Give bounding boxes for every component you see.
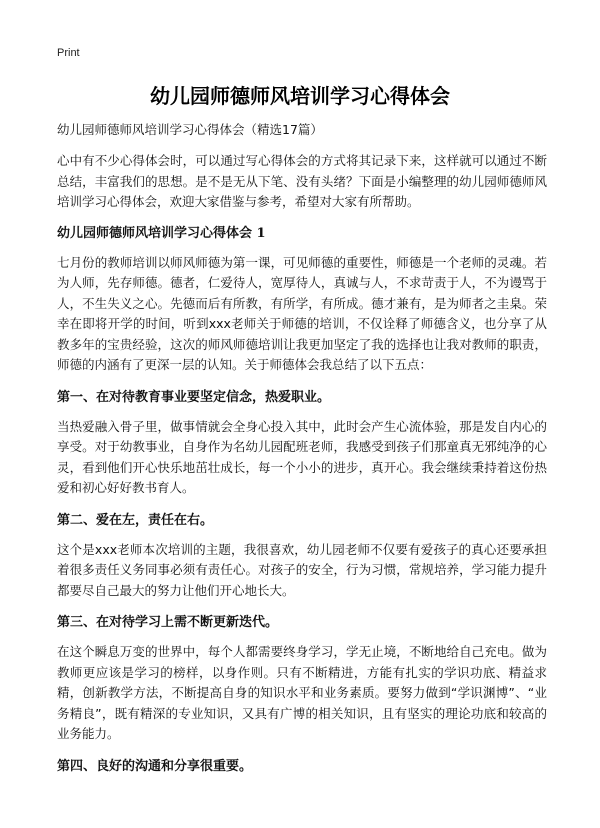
document-body bbox=[57, 121, 547, 776]
point-heading: 第四、良好的沟通和分享很重要。 bbox=[57, 758, 253, 774]
document-subtitle: 幼儿园师德师风培训学习心得体会（精选17篇） bbox=[57, 122, 323, 137]
document-title: 幼儿园师德师风培训学习心得体会 bbox=[150, 84, 450, 108]
point-heading: 第三、在对待学习上需不断更新迭代。 bbox=[57, 615, 279, 630]
section-paragraph: 七月份的教师培训以师风师德为第一课，可见师德的重要性，师德是一个老师的灵魂。若为人师，先存师德。德者，仁爱待人，宽厚待人，真诚与人，不求苛责于人，不为谩骂于人，不生失义之心。先德而后有所教，有所学，有所成。德才兼有，是为师者之圭臬。荣幸在即将开学的时间，听到xxx老师关于师德的培训，不仅诠释了师德含义，也分享了从教多年的宝贵经验，这次的师风师德培训让我更加坚定了我的选择也让我对教师的职责，师德的内涵有了更深一层的认知。关于师德体会我总结了以下五点： bbox=[57, 254, 547, 372]
point-paragraph: 当热爱融入骨子里，做事情就会全身心投入其中，此时会产生心流体验，那是发自内心的享受。对于幼教事业，自身作为名幼儿园配班老师，我感受到孩子们那童真无邪纯净的心灵，看到他们开心快乐地茁壮成长，每一个小小的进步，真开心。我会继续秉持着这份热爱和初心好好教书育人。 bbox=[57, 418, 547, 495]
intro-paragraph: 心中有不少心得体会时，可以通过写心得体会的方式将其记录下来，这样就可以通过不断总结，丰富我们的思想。是不是无从下笔、没有头绪？下面是小编整理的幼儿园师德师风培训学习心得体会，欢迎大家借鉴与参考，希望对大家有所帮助。 bbox=[57, 153, 547, 209]
section-heading: 幼儿园师德师风培训学习心得体会 1 bbox=[57, 225, 266, 241]
point-paragraph: 在这个瞬息万变的世界中，每个人都需要终身学习，学无止境，不断地给自己充电。做为教师更应该是学习的榜样，以身作则。只有不断精进，方能有扎实的学识功底、精益求精，创新教学方法，不断提高自身的知识水平和业务素质。要努力做到“学识渊博”、“业务精良”，既有精深的专业知识，又具有广博的相关知识，且有坚实的理论功底和较高的业务能力。 bbox=[57, 644, 547, 741]
point-paragraph: 这个是xxx老师本次培训的主题，我很喜欢，幼儿园老师不仅要有爱孩子的真心还要承担着很多责任义务同事必须有责任心。对孩子的安全，行为习惯，常规培养，学习能力提升都要尽自己最大的努力让他们开心地长大。 bbox=[57, 541, 547, 598]
point-heading: 第二、爱在左，责任在右。 bbox=[57, 512, 214, 528]
print-link[interactable]: Print bbox=[57, 47, 80, 59]
point-heading: 第一、在对待教育事业要坚定信念，热爱职业。 bbox=[57, 389, 331, 405]
